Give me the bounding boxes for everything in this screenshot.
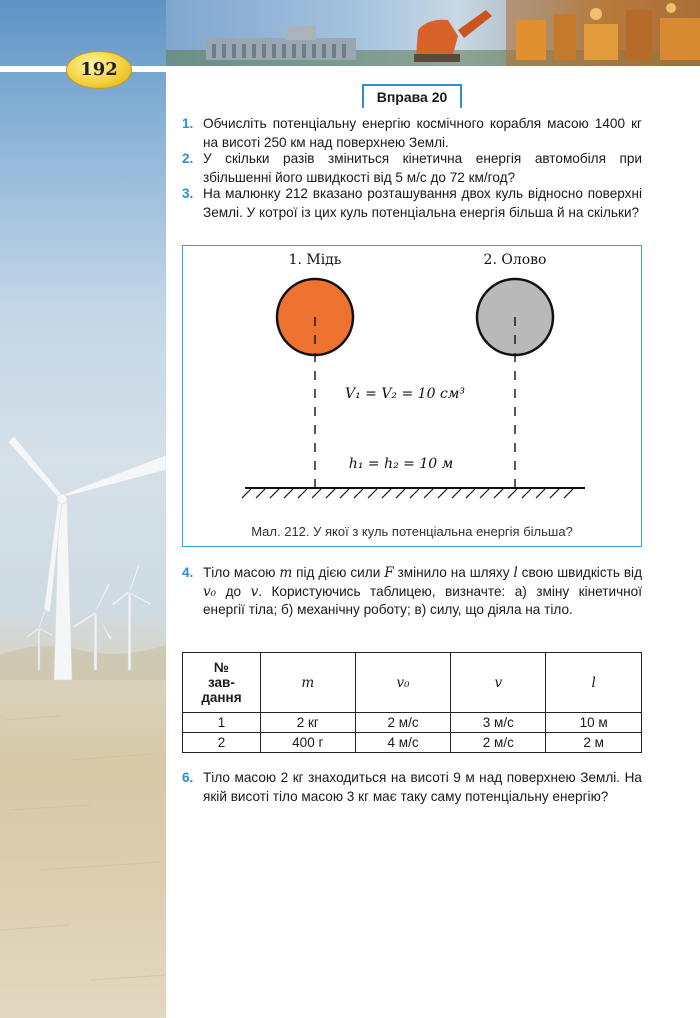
table-cell: 1 — [183, 713, 261, 733]
figure-caption: Мал. 212. У якої з куль потенціальна енергія більша? — [251, 524, 573, 539]
task-2 — [182, 150, 642, 187]
height-equation: h₁ = h₂ = 10 м — [348, 456, 454, 472]
page-number-badge: 192 — [66, 51, 132, 89]
table-cell: 2 м/с — [355, 713, 451, 733]
table-cell: 4 м/с — [355, 733, 451, 753]
table-row — [183, 713, 642, 733]
figure-212 — [182, 245, 642, 547]
task-text: Тіло масою 2 кг знаходиться на висоті 9 м над поверхнею Землі. На якій висоті тіло масою 3 кг має таку саму потенціальну енергію? — [203, 770, 642, 804]
table-cell: 2 м/с — [451, 733, 546, 753]
wind-turbine-large — [8, 436, 166, 680]
task-text: У скільки разів зміниться кінетична енергія автомобіля при збільшенні його швидкості від 5 м/с до 72 км/год? — [203, 151, 642, 185]
table-cell: 2 — [183, 733, 261, 753]
exercise-title: Вправа 20 — [362, 84, 462, 108]
var-F: F — [384, 565, 394, 581]
table-header-row — [183, 653, 642, 713]
task-1 — [182, 115, 642, 152]
task-number: 4. — [182, 565, 194, 580]
var-v: v — [250, 583, 259, 600]
task-3 — [182, 185, 642, 222]
task-number: 2. — [182, 151, 194, 166]
var-m: m — [279, 565, 293, 581]
header-photo-strip — [166, 0, 700, 68]
table-cell: 3 м/с — [451, 713, 546, 733]
table-cell: 2 м — [546, 733, 642, 753]
task-number: 1. — [182, 116, 194, 131]
task-number: 3. — [182, 186, 194, 201]
dam-building — [206, 26, 356, 60]
header-l: l — [546, 653, 642, 713]
task-text: На малюнку 212 вказано розташування двох куль відносно поверхні Землі. У котрої із цих куль потенціальна енергія більша й на скільки? — [203, 186, 642, 220]
ball-2-label: 2. Олово — [483, 252, 547, 268]
var-l: l — [513, 565, 518, 581]
task-text: Тіло масою m під дією сили F змінило на шляху l свою швидкість від v₀ до v. Користуючись таблицею, визначте: а) зміну кінетичної енергії тіла; б) механічну роботу; в) силу, що діяла на тіло. — [203, 565, 642, 617]
table-cell: 2 кг — [260, 713, 355, 733]
factory-machinery — [506, 0, 700, 68]
header-v0: v₀ — [355, 653, 451, 713]
ground-hatching — [242, 489, 573, 498]
task-4 — [182, 564, 642, 620]
header-task-number: № зав- дання — [183, 653, 261, 713]
table-cell: 400 г — [260, 733, 355, 753]
task-text: Обчисліть потенціальну енергію космічного корабля масою 1400 кг на висоті 250 км над поверхнею Землі. — [203, 116, 642, 150]
ball-1-label: 1. Мідь — [288, 252, 342, 268]
side-photo-wind-turbines — [0, 0, 166, 1018]
task-6 — [182, 769, 642, 806]
task-number: 6. — [182, 770, 194, 785]
var-v0: v₀ — [203, 583, 217, 600]
header-v: v — [451, 653, 546, 713]
volume-equation: V₁ = V₂ = 10 см³ — [344, 386, 466, 402]
table-cell: 10 м — [546, 713, 642, 733]
header-m: m — [260, 653, 355, 713]
table-row — [183, 733, 642, 753]
task-4-data-table — [182, 652, 642, 753]
